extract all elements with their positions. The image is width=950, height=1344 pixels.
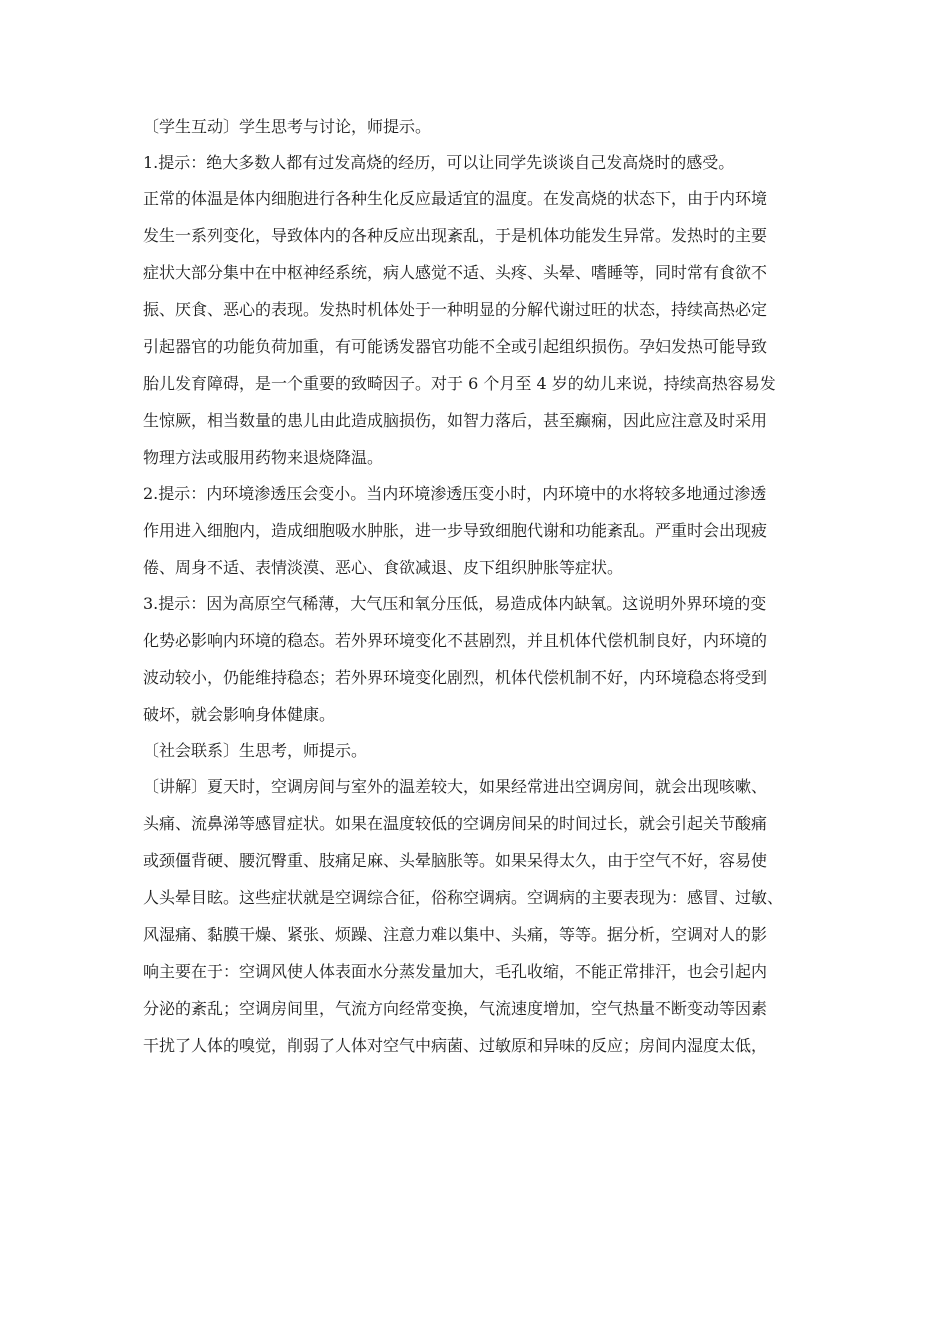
- paragraph-line: 破坏，就会影响身体健康。: [143, 706, 336, 724]
- paragraph-line: 正常的体温是体内细胞进行各种生化反应最适宜的温度。在发高烧的状态下，由于内环境: [143, 190, 768, 208]
- paragraph-line: 风湿痛、黏膜干燥、紧张、烦躁、注意力难以集中、头痛，等等。据分析，空调对人的影: [143, 926, 768, 944]
- document-body: [143, 118, 813, 1074]
- paragraph-line: 响主要在于：空调风使人体表面水分蒸发量加大，毛孔收缩，不能正常排汗，也会引起内: [143, 963, 768, 981]
- lecture-line: 〔讲解〕夏天时，空调房间与室外的温差较大，如果经常进出空调房间，就会出现咳嗽、: [143, 778, 768, 796]
- paragraph-line: 或颈僵背硬、腰沉臀重、肢痛足麻、头晕脑胀等。如果呆得太久，由于空气不好，容易使: [143, 852, 768, 870]
- paragraph-line: 症状大部分集中在中枢神经系统，病人感觉不适、头疼、头晕、嗜睡等，同时常有食欲不: [143, 264, 768, 282]
- paragraph-line: 人头晕目眩。这些症状就是空调综合征，俗称空调病。空调病的主要表现为：感冒、过敏、: [143, 889, 784, 907]
- section-heading-student-interaction: 〔学生互动〕学生思考与讨论，师提示。: [143, 118, 432, 136]
- paragraph-line: 引起器官的功能负荷加重，有可能诱发器官功能不全或引起组织损伤。孕妇发热可能导致: [143, 338, 768, 356]
- paragraph-line: 生惊厥，相当数量的患儿由此造成脑损伤，如智力落后，甚至癫痫，因此应注意及时采用: [143, 412, 768, 430]
- paragraph-line: 化势必影响内环境的稳态。若外界环境变化不甚剧烈，并且机体代偿机制良好，内环境的: [143, 632, 768, 650]
- paragraph-line: 振、厌食、恶心的表现。发热时机体处于一种明显的分解代谢过旺的状态，持续高热必定: [143, 301, 768, 319]
- paragraph-line: 作用进入细胞内，造成细胞吸水肿胀，进一步导致细胞代谢和功能紊乱。严重时会出现疲: [143, 522, 768, 540]
- paragraph-line: 分泌的紊乱；空调房间里，气流方向经常变换，气流速度增加，空气热量不断变动等因素: [143, 1000, 768, 1018]
- paragraph-line: 胎儿发育障碍，是一个重要的致畸因子。对于 6 个月至 4 岁的幼儿来说，持续高热容易发: [143, 375, 776, 393]
- hint-1-intro: 1.提示：绝大多数人都有过发高烧的经历，可以让同学先谈谈自己发高烧时的感受。: [143, 154, 735, 172]
- paragraph-line: 头痛、流鼻涕等感冒症状。如果在温度较低的空调房间呆的时间过长，就会引起关节酸痛: [143, 815, 768, 833]
- hint-3-line: 3.提示：因为高原空气稀薄，大气压和氧分压低，易造成体内缺氧。这说明外界环境的变: [143, 595, 767, 613]
- paragraph-line: 干扰了人体的嗅觉，削弱了人体对空气中病菌、过敏原和异味的反应；房间内湿度太低，: [143, 1037, 768, 1055]
- paragraph-line: 发生一系列变化，导致体内的各种反应出现紊乱，于是机体功能发生异常。发热时的主要: [143, 227, 768, 245]
- paragraph-line: 波动较小，仍能维持稳态；若外界环境变化剧烈，机体代偿机制不好，内环境稳态将受到: [143, 669, 768, 687]
- paragraph-line: 物理方法或服用药物来退烧降温。: [143, 449, 384, 467]
- section-heading-social-link: 〔社会联系〕生思考，师提示。: [143, 742, 368, 760]
- paragraph-line: 倦、周身不适、表情淡漠、恶心、食欲减退、皮下组织肿胀等症状。: [143, 559, 624, 577]
- hint-2-line: 2.提示：内环境渗透压会变小。当内环境渗透压变小时，内环境中的水将较多地通过渗透: [143, 485, 767, 503]
